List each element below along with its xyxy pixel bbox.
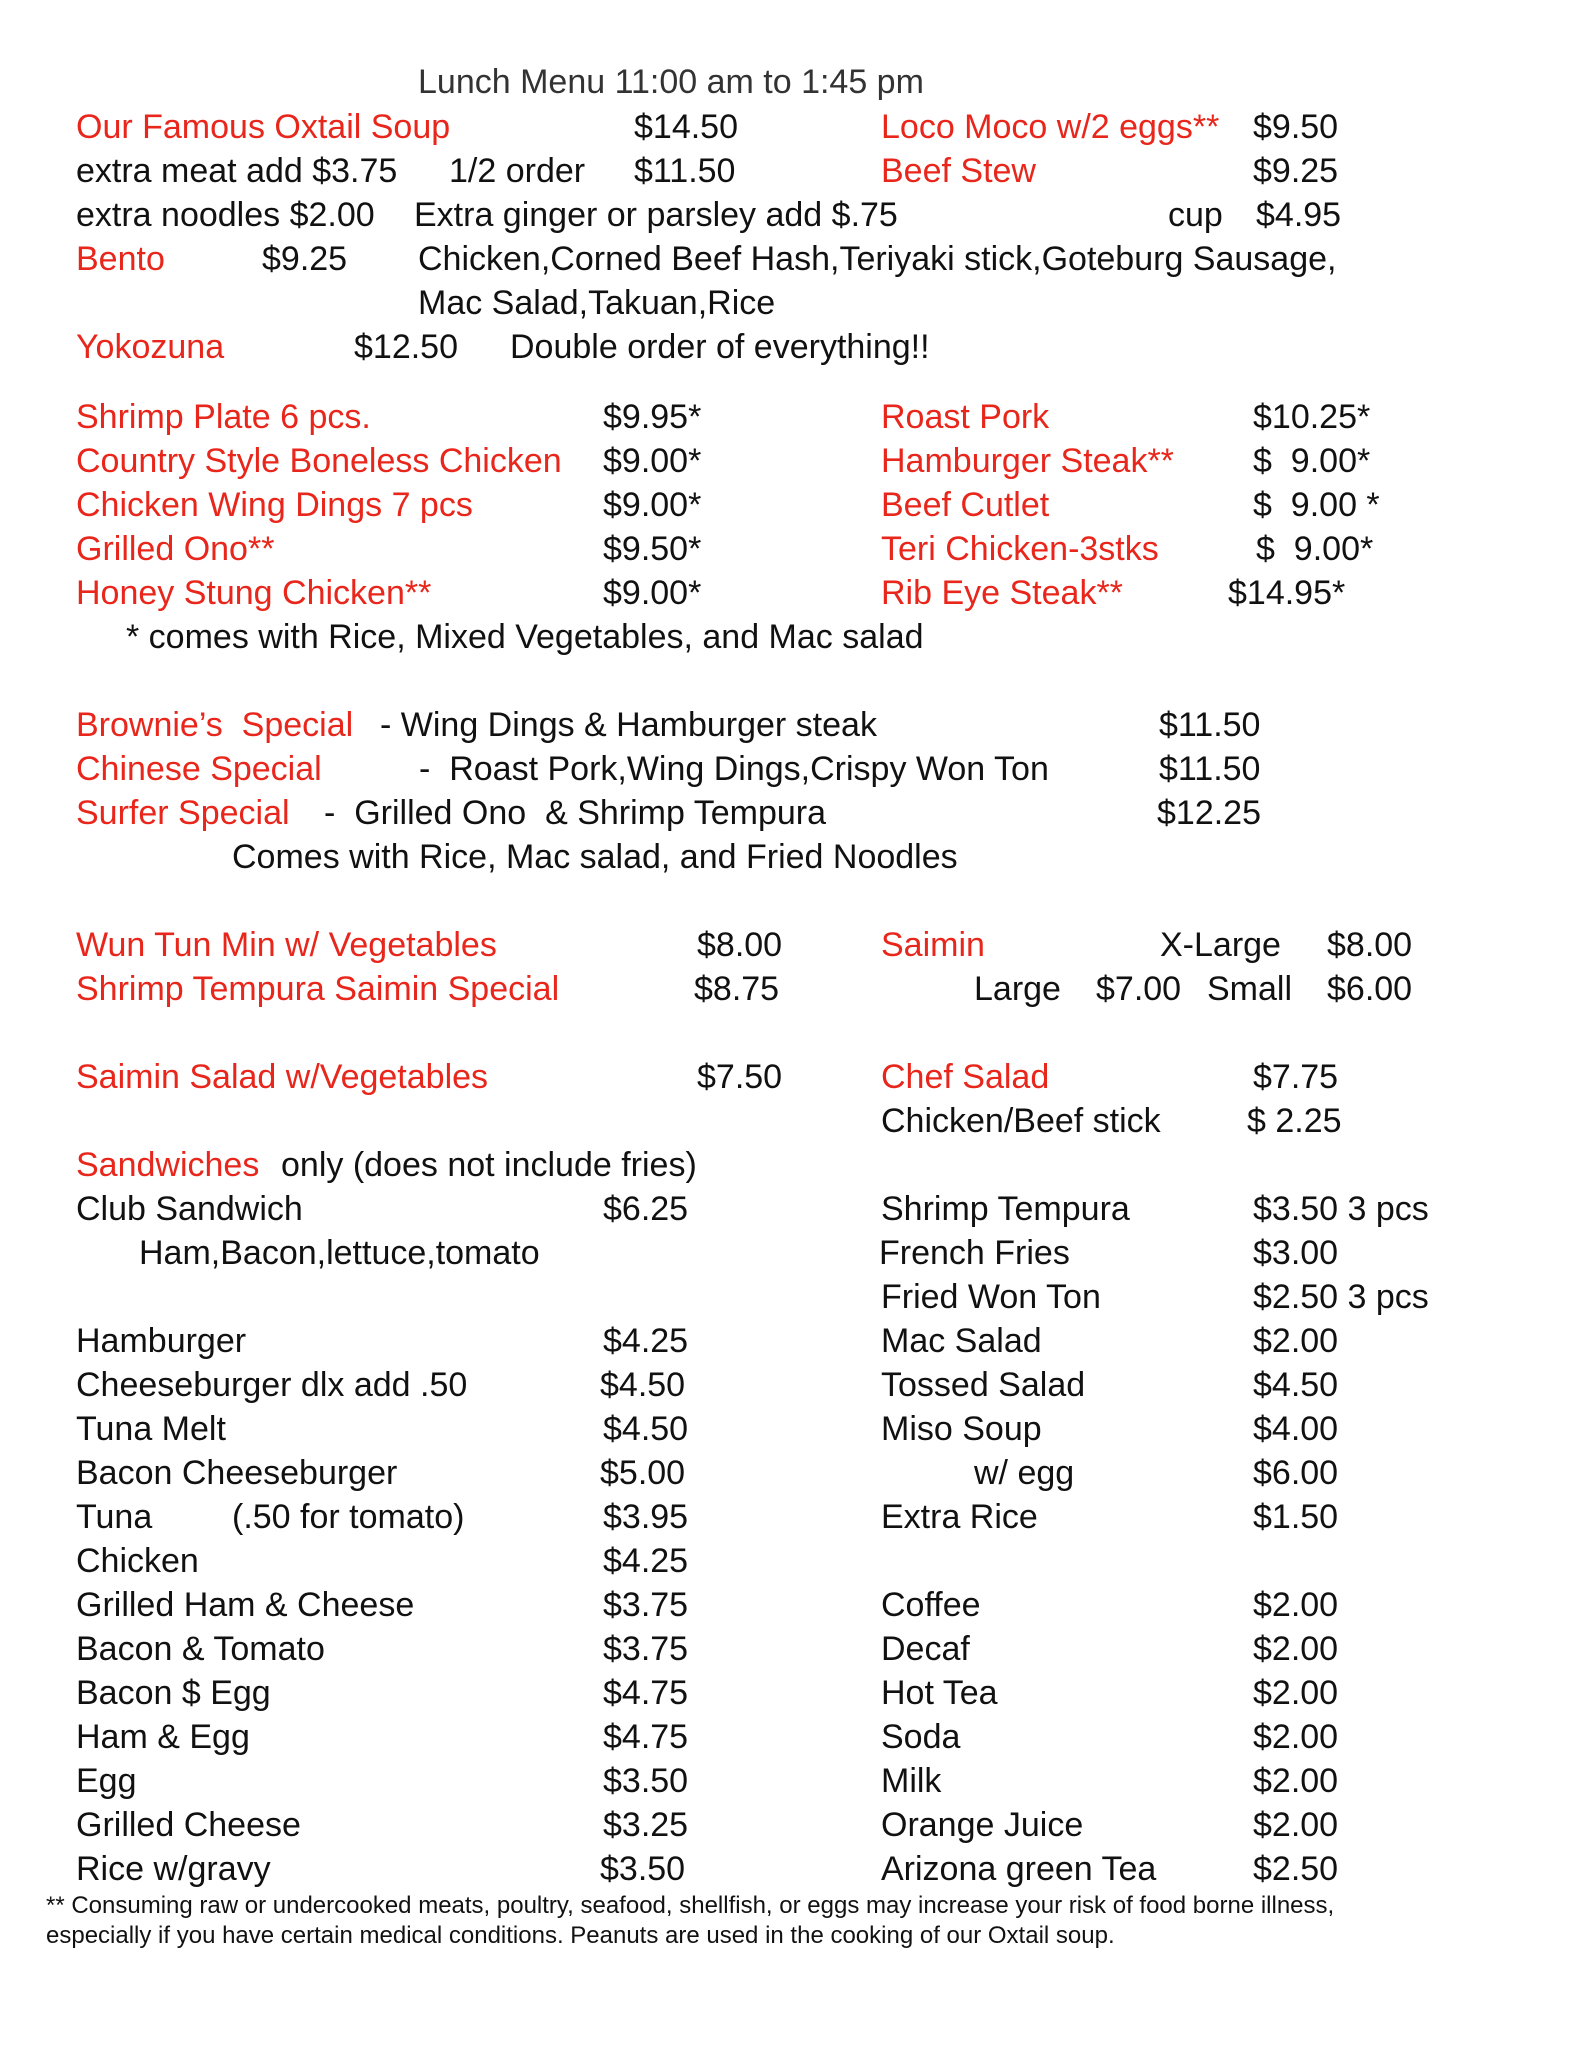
plate-item-price: $9.00* [603,486,702,524]
saimin-name: Saimin [881,926,985,964]
drink-item-price: $2.00 [1253,1762,1339,1800]
sandwich-item-name: Tuna Melt [76,1410,226,1448]
cup-label: cup [1168,196,1223,234]
club-sandwich-description: Ham,Bacon,lettuce,tomato [139,1234,540,1272]
side-item-name: French Fries [879,1234,1070,1272]
side-item-name: Extra Rice [881,1498,1038,1536]
oxtail-soup-name: Our Famous Oxtail Soup [76,108,451,146]
side-item-name: Miso Soup [881,1410,1042,1448]
special-price: $11.50 [1159,750,1261,788]
wun-tun-min-price: $8.00 [697,926,783,964]
sandwich-item-name: Grilled Cheese [76,1806,301,1844]
sandwich-item-price: $5.00 [600,1454,686,1492]
plate-item-name: Roast Pork [881,398,1050,436]
bento-description-line-1: Chicken,Corned Beef Hash,Teriyaki stick,Goteburg Sausage, [418,240,1337,278]
bento-price: $9.25 [262,240,348,278]
side-item-name: Fried Won Ton [881,1278,1101,1316]
special-price: $12.25 [1157,794,1261,832]
plate-item-price: $9.50* [603,530,702,568]
plate-item-name: Grilled Ono** [76,530,275,568]
drink-item-price: $2.00 [1253,1586,1339,1624]
special-name: Chinese Special [76,750,322,788]
sandwich-item-name: Bacon & Tomato [76,1630,325,1668]
sandwich-item-price: $3.25 [603,1806,689,1844]
drink-item-name: Hot Tea [881,1674,998,1712]
club-sandwich-name: Club Sandwich [76,1190,303,1228]
side-item-price: $2.50 3 pcs [1253,1278,1429,1316]
sandwich-item-price: $4.50 [603,1410,689,1448]
oxtail-soup-price: $14.50 [634,108,738,146]
drink-item-price: $2.00 [1253,1806,1339,1844]
drink-item-price: $2.00 [1253,1674,1339,1712]
chef-salad-name: Chef Salad [881,1058,1050,1096]
sandwich-item-name: Bacon $ Egg [76,1674,271,1712]
drink-item-price: $2.00 [1253,1718,1339,1756]
beef-stew-name: Beef Stew [881,152,1036,190]
saimin-small-label: Small [1207,970,1293,1008]
side-item-price: $3.00 [1253,1234,1339,1272]
sandwich-item-name: Egg [76,1762,137,1800]
half-order-price: $11.50 [634,152,736,190]
sandwich-item-name: Bacon Cheeseburger [76,1454,398,1492]
plate-item-name: Rib Eye Steak** [881,574,1123,612]
saimin-small-price: $6.00 [1327,970,1413,1008]
side-item-name: Shrimp Tempura [881,1190,1130,1228]
side-item-price: $2.00 [1253,1322,1339,1360]
cup-price: $4.95 [1256,196,1342,234]
drink-item-name: Soda [881,1718,961,1756]
yokozuna-name: Yokozuna [76,328,225,366]
special-description: - Grilled Ono & Shrimp Tempura [324,794,826,832]
extra-ginger-note: Extra ginger or parsley add $.75 [414,196,898,234]
drink-item-name: Milk [881,1762,942,1800]
sandwiches-heading-note: only (does not include fries) [281,1146,697,1184]
shrimp-tempura-saimin-price: $8.75 [694,970,780,1008]
extra-noodles-note: extra noodles $2.00 [76,196,375,234]
plate-item-price: $9.00* [603,442,702,480]
health-warning-footnote-line-2: especially if you have certain medical conditions. Peanuts are used in the cooking of our Oxtail soup. [46,1922,1115,1949]
sandwiches-heading: Sandwiches [76,1146,260,1184]
plate-item-price: $9.00* [603,574,702,612]
sandwich-item-price: $3.95 [603,1498,689,1536]
sandwich-item-name: Hamburger [76,1322,247,1360]
plate-item-price: $9.95* [603,398,702,436]
yokozuna-price: $12.50 [354,328,458,366]
drink-item-name: Orange Juice [881,1806,1084,1844]
sandwich-item-price: $4.25 [603,1322,689,1360]
plate-item-price: $10.25* [1253,398,1371,436]
sandwich-item-price: $3.50 [603,1762,689,1800]
drink-item-name: Arizona green Tea [881,1850,1157,1888]
saimin-large-price: $7.00 [1096,970,1182,1008]
chicken-beef-stick-name: Chicken/Beef stick [881,1102,1161,1140]
saimin-salad-name: Saimin Salad w/Vegetables [76,1058,489,1096]
yokozuna-description: Double order of everything!! [510,328,930,366]
loco-moco-name: Loco Moco w/2 eggs** [881,108,1220,146]
sandwich-item-price: $4.50 [600,1366,686,1404]
side-item-name: w/ egg [974,1454,1075,1492]
sandwich-item-name: Grilled Ham & Cheese [76,1586,415,1624]
sandwich-item-name: Chicken [76,1542,199,1580]
plate-item-price: $ 9.00 * [1253,486,1380,524]
sandwich-item-price: $3.75 [603,1586,689,1624]
sandwich-item-price: $3.75 [603,1630,689,1668]
plate-item-name: Hamburger Steak** [881,442,1174,480]
plates-note: * comes with Rice, Mixed Vegetables, and Mac salad [126,618,924,656]
sandwich-item-price: $3.50 [600,1850,686,1888]
wun-tun-min-name: Wun Tun Min w/ Vegetables [76,926,497,964]
sandwich-item-name: Tuna [76,1498,153,1536]
plate-item-name: Chicken Wing Dings 7 pcs [76,486,473,524]
special-name: Brownie’s Special [76,706,354,744]
drink-item-name: Decaf [881,1630,970,1668]
club-sandwich-price: $6.25 [603,1190,689,1228]
special-description: - Wing Dings & Hamburger steak [380,706,877,744]
plate-item-name: Honey Stung Chicken** [76,574,432,612]
drink-item-name: Coffee [881,1586,981,1624]
sandwich-item-note: (.50 for tomato) [232,1498,465,1536]
special-name: Surfer Special [76,794,290,832]
side-item-price: $1.50 [1253,1498,1339,1536]
extra-meat-note: extra meat add $3.75 [76,152,398,190]
side-item-price: $4.00 [1253,1410,1339,1448]
sandwich-item-name: Ham & Egg [76,1718,250,1756]
bento-description-line-2: Mac Salad,Takuan,Rice [418,284,776,322]
plate-item-name: Teri Chicken-3stks [881,530,1159,568]
health-warning-footnote-line-1: ** Consuming raw or undercooked meats, poultry, seafood, shellfish, or eggs may increase your risk of food borne illness, [46,1892,1335,1919]
side-item-price: $3.50 3 pcs [1253,1190,1429,1228]
saimin-salad-price: $7.50 [697,1058,783,1096]
loco-moco-price: $9.50 [1253,108,1339,146]
saimin-large-label: Large [974,970,1061,1008]
sandwich-item-name: Cheeseburger dlx add .50 [76,1366,468,1404]
side-item-price: $6.00 [1253,1454,1339,1492]
chicken-beef-stick-price: $ 2.25 [1247,1102,1342,1140]
shrimp-tempura-saimin-name: Shrimp Tempura Saimin Special [76,970,560,1008]
saimin-xlarge-label: X-Large [1160,926,1281,964]
side-item-price: $4.50 [1253,1366,1339,1404]
bento-name: Bento [76,240,165,278]
specials-note: Comes with Rice, Mac salad, and Fried Noodles [232,838,958,876]
plate-item-price: $14.95* [1228,574,1346,612]
saimin-xlarge-price: $8.00 [1327,926,1413,964]
sandwich-item-price: $4.75 [603,1674,689,1712]
sandwich-item-price: $4.25 [603,1542,689,1580]
chef-salad-price: $7.75 [1253,1058,1339,1096]
plate-item-price: $ 9.00* [1256,530,1374,568]
plate-item-name: Shrimp Plate 6 pcs. [76,398,371,436]
special-description: - Roast Pork,Wing Dings,Crispy Won Ton [419,750,1049,788]
side-item-name: Mac Salad [881,1322,1042,1360]
drink-item-price: $2.50 [1253,1850,1339,1888]
plate-item-name: Country Style Boneless Chicken [76,442,562,480]
menu-title: Lunch Menu 11:00 am to 1:45 pm [418,63,924,101]
special-price: $11.50 [1159,706,1261,744]
sandwich-item-price: $4.75 [603,1718,689,1756]
plate-item-price: $ 9.00* [1253,442,1371,480]
beef-stew-price: $9.25 [1253,152,1339,190]
half-order-label: 1/2 order [449,152,586,190]
sandwich-item-name: Rice w/gravy [76,1850,271,1888]
side-item-name: Tossed Salad [881,1366,1086,1404]
drink-item-price: $2.00 [1253,1630,1339,1668]
plate-item-name: Beef Cutlet [881,486,1050,524]
